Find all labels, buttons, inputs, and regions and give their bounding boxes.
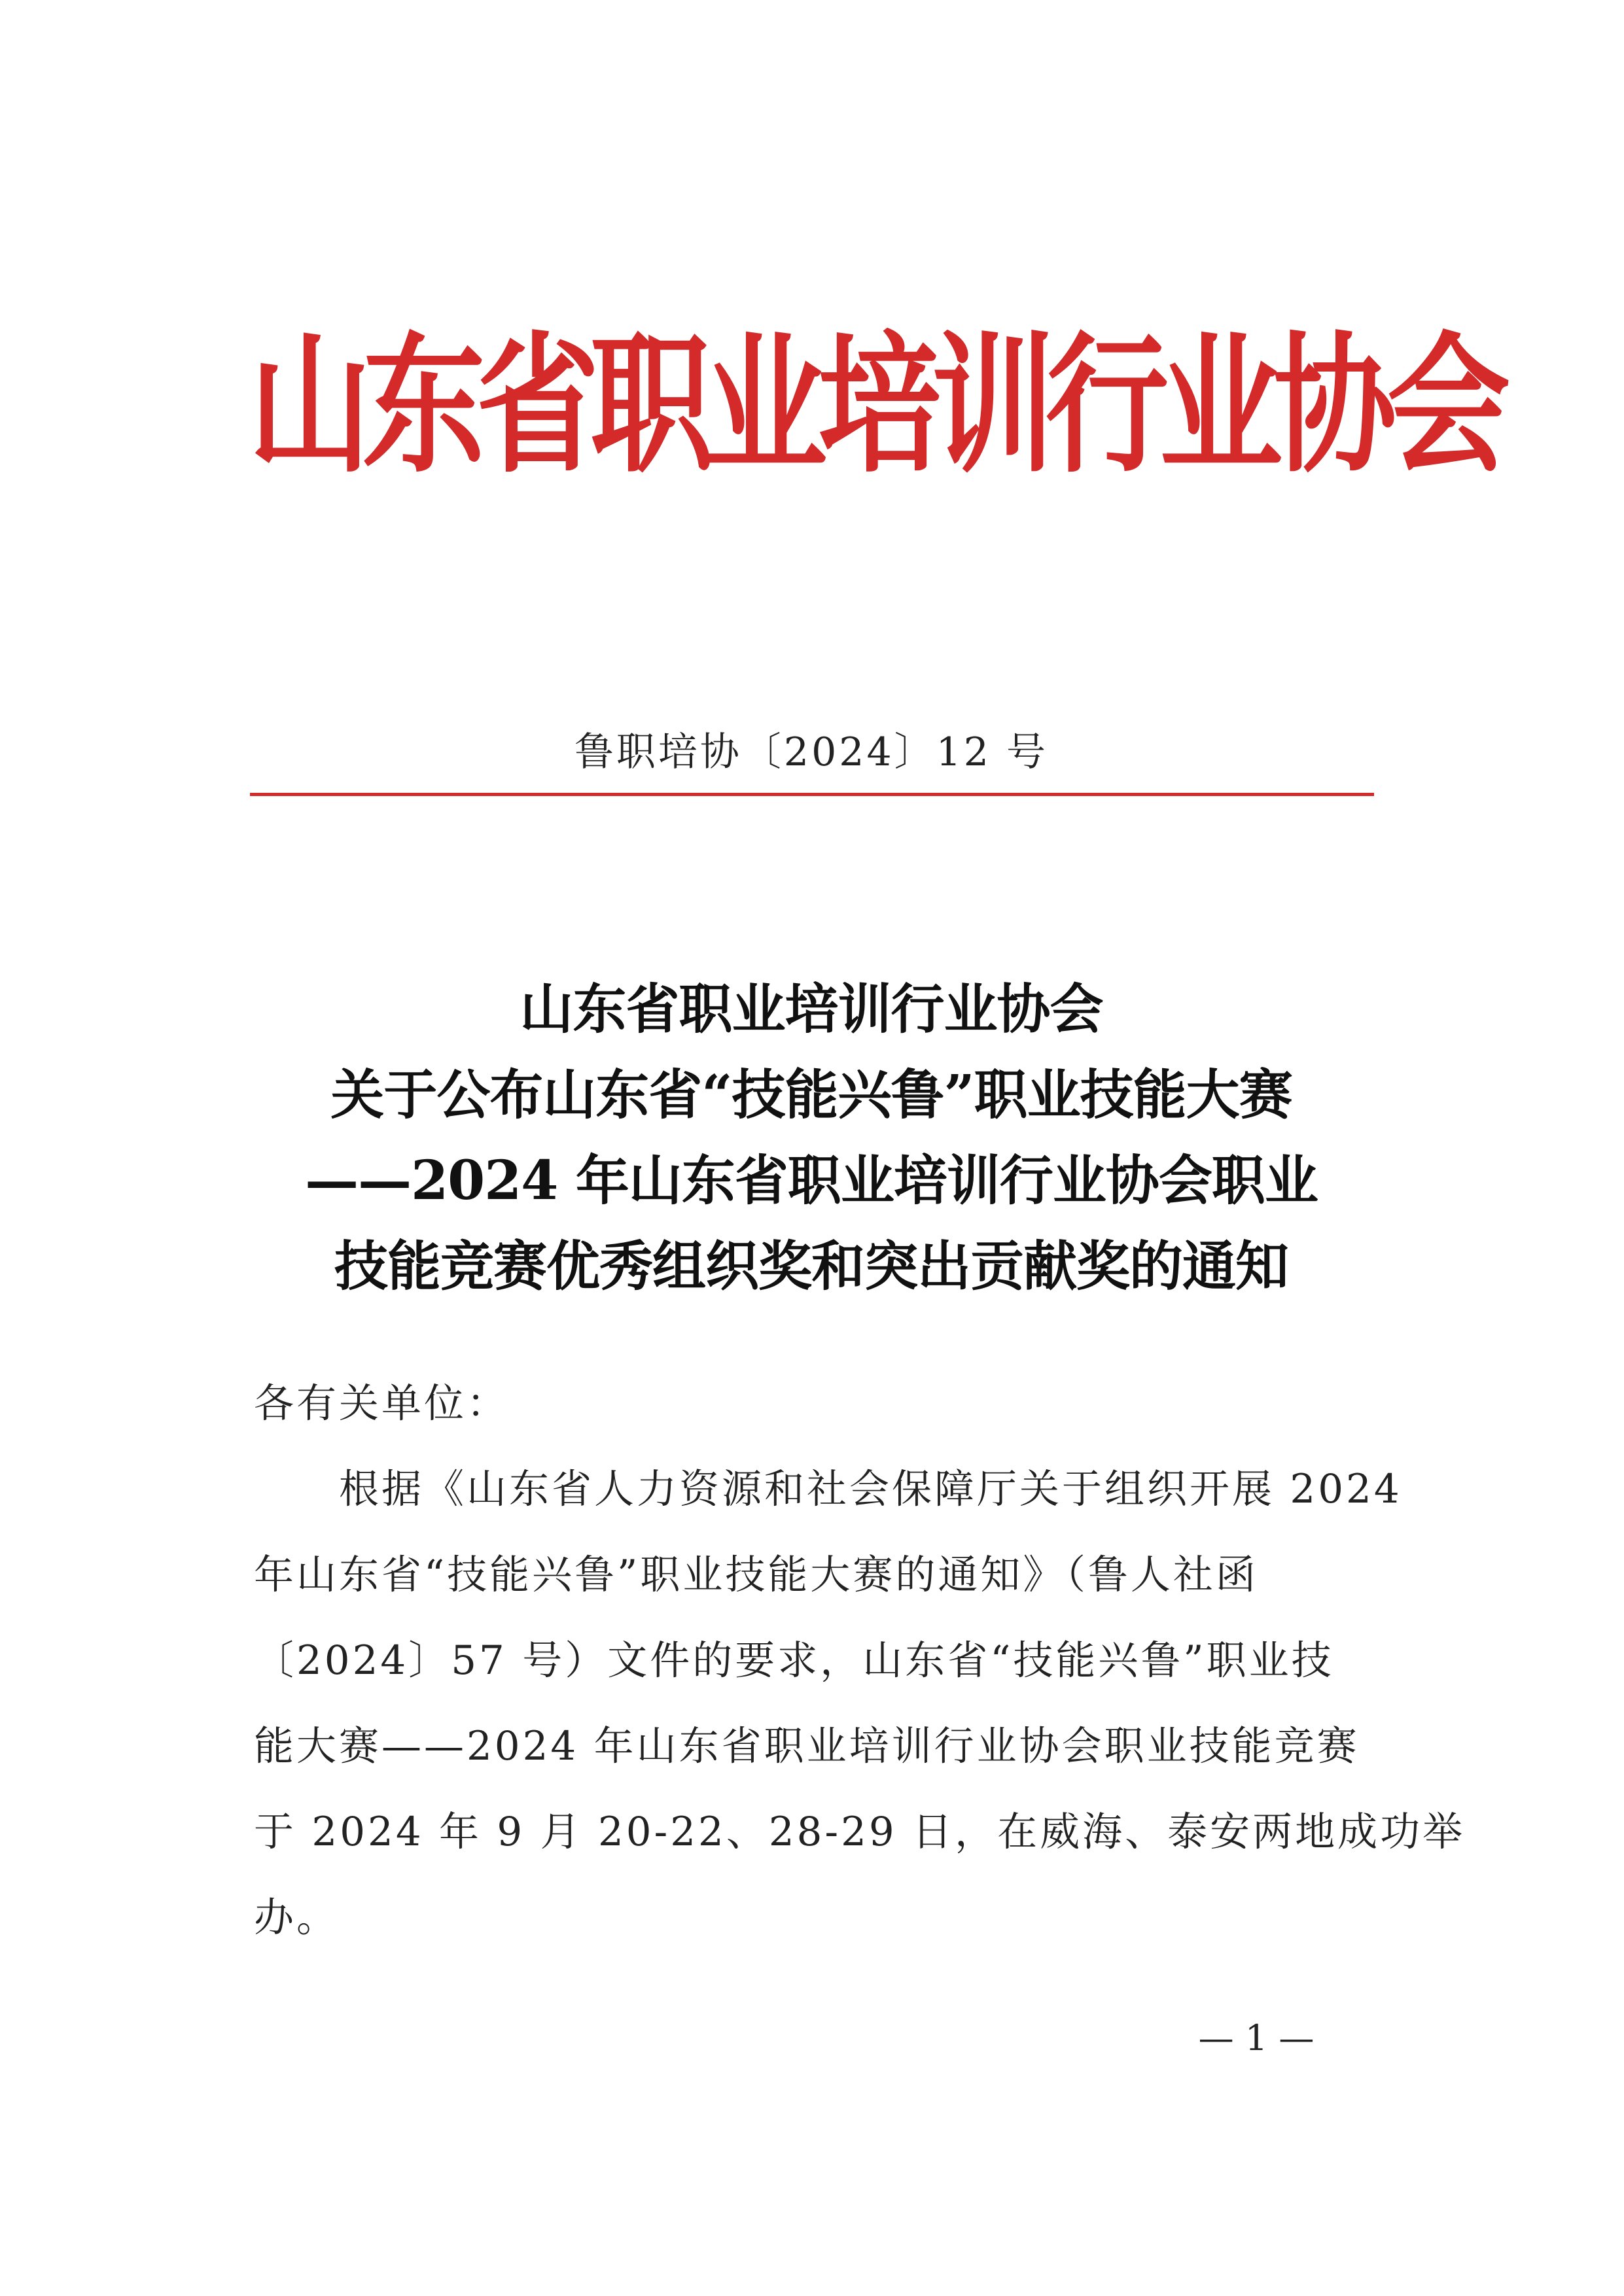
title-line-3: ——2024 年山东省职业培训行业协会职业 (305, 1149, 1318, 1212)
paragraph-line-4: 能大赛——2024 年山东省职业培训行业协会职业技能竞赛 (254, 1723, 1360, 1769)
document-number: 鲁职培协〔2024〕12 号 (574, 729, 1049, 775)
paragraph-line-5: 于 2024 年 9 月 20-22、28-29 日，在威海、泰安两地成功举 (254, 1809, 1466, 1855)
page-number: — 1 — (1198, 2017, 1315, 2059)
title-line-4: 技能竞赛优秀组织奖和突出贡献奖的通知 (334, 1235, 1288, 1298)
title-line-1: 山东省职业培训行业协会 (520, 978, 1103, 1041)
document-title (196, 967, 1426, 1310)
masthead-organization-name: 山东省职业培训行业协会 (249, 317, 1501, 494)
paragraph-line-1: 根据《山东省人力资源和社会保障厅关于组织开展 2024 (339, 1466, 1402, 1512)
document-body (254, 1361, 1466, 1960)
paragraph-line-3: 〔2024〕57 号）文件的要求，山东省“技能兴鲁”职业技 (254, 1637, 1334, 1684)
paragraph-line-2: 年山东省“技能兴鲁”职业技能大赛的通知》（鲁人社函 (254, 1552, 1258, 1598)
title-line-2: 关于公布山东省“技能兴鲁”职业技能大赛 (330, 1064, 1292, 1126)
red-divider-line (250, 793, 1374, 796)
paragraph-line-6: 办。 (254, 1894, 340, 1941)
salutation: 各有关单位： (254, 1380, 510, 1427)
